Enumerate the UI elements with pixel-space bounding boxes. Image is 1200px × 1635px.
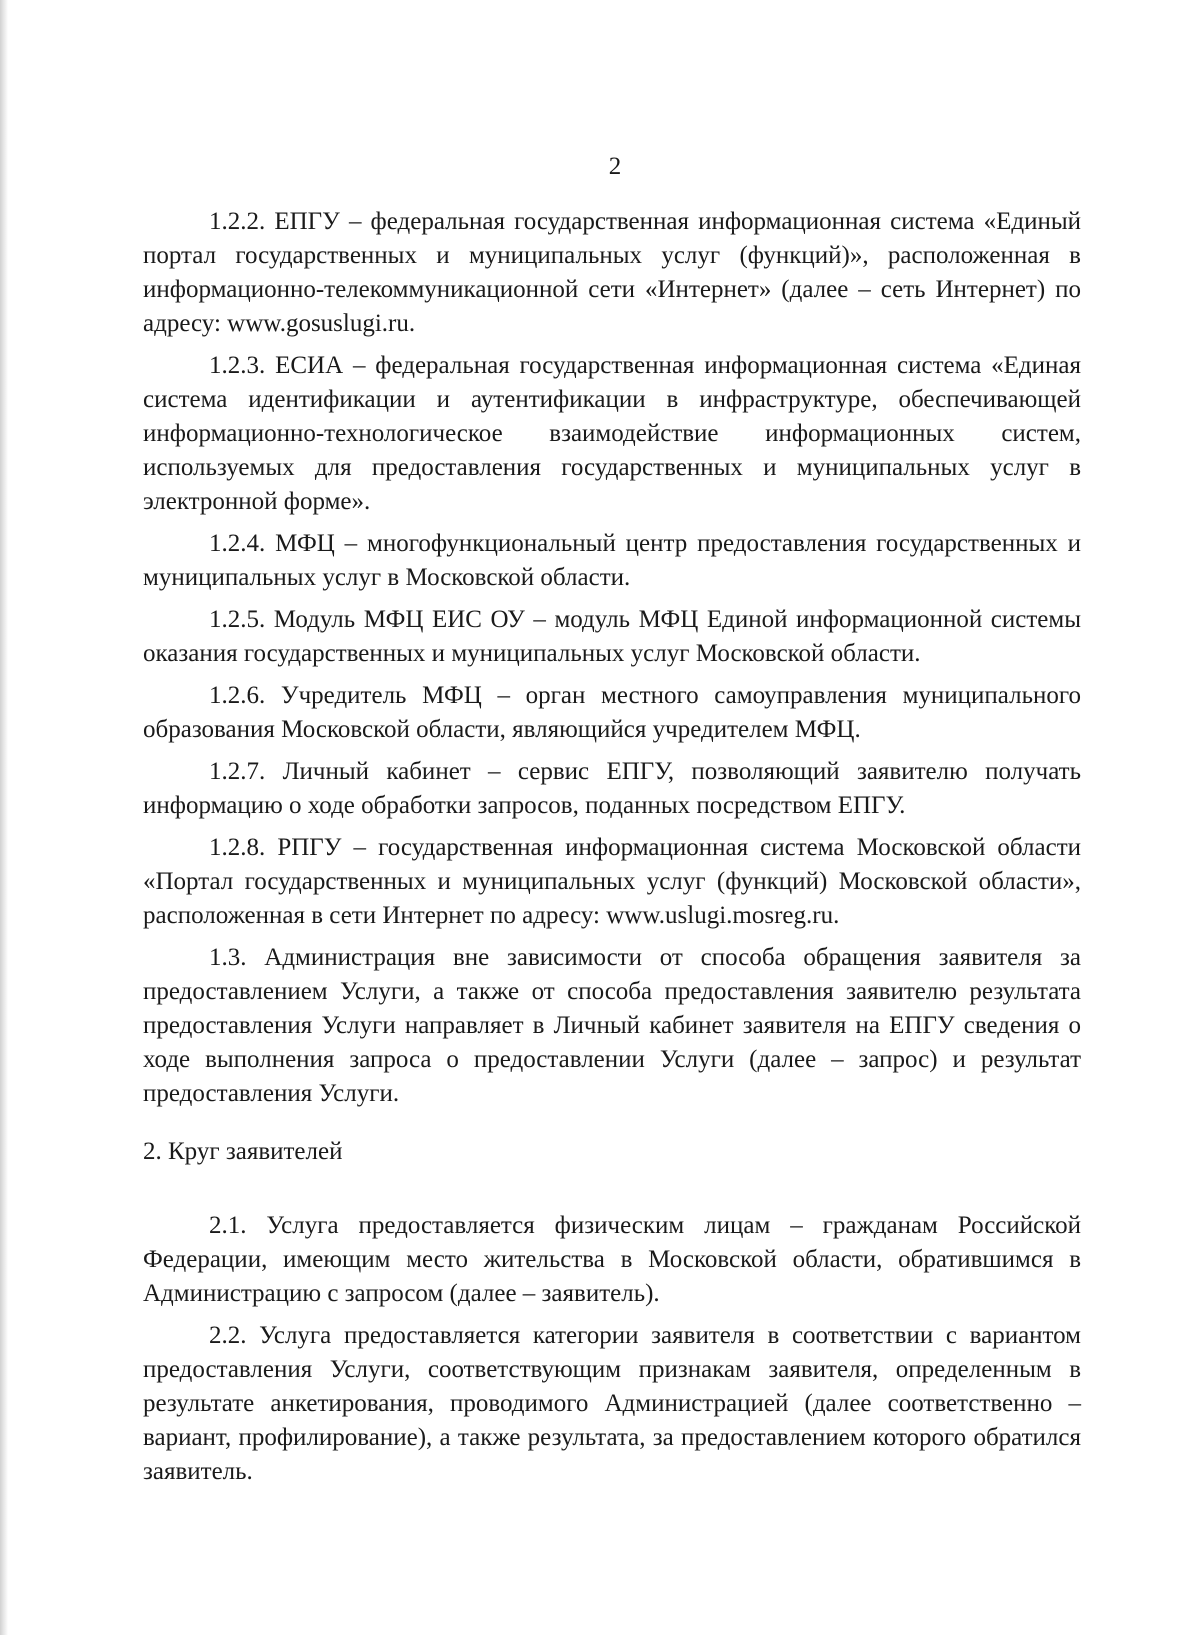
page-number: 2: [608, 153, 622, 180]
scan-edge-shadow: [0, 0, 8, 1635]
paragraph-1-3: 1.3. Администрация вне зависимости от способа обращения заявителя за предоставлением Услуги, а также от способа предоставления заявителю результата предоставления Услуги направляет в Личный кабинет заявителя на ЕПГУ сведения о ходе выполнения запроса о предоставлении Услуги (далее – запрос) и результат предоставления Услуги.: [143, 944, 1081, 1107]
paragraph-1-2-5: 1.2.5. Модуль МФЦ ЕИС ОУ – модуль МФЦ Единой информационной системы оказания государственных и муниципальных услуг Московской области.: [143, 606, 1081, 667]
paragraph-1-2-3: 1.2.3. ЕСИА – федеральная государственная информационная система «Единая система идентификации и аутентификации в инфраструктуре, обеспечивающей информационно-технологическое взаимодействие информационных систем, используемых для предоставления государственных и муниципальных услуг в электронной форме».: [143, 352, 1081, 515]
section-heading: 2. Круг заявителей: [143, 1138, 343, 1165]
paragraph-1-2-4: 1.2.4. МФЦ – многофункциональный центр предоставления государственных и муниципальных услуг в Московской области.: [143, 530, 1081, 591]
paragraph-1-2-6: 1.2.6. Учредитель МФЦ – орган местного самоуправления муниципального образования Московской области, являющийся учредителем МФЦ.: [143, 682, 1081, 743]
document-body: [143, 205, 1081, 1497]
paragraph-2-1: 2.1. Услуга предоставляется физическим лицам – гражданам Российской Федерации, имеющим место жительства в Московской области, обратившимся в Администрацию с запросом (далее – заявитель).: [143, 1212, 1081, 1307]
paragraph-1-2-8: 1.2.8. РПГУ – государственная информационная система Московской области «Портал государственных и муниципальных услуг (функций) Московской области», расположенная в сети Интернет по адресу: www.uslugi.mosreg.ru.: [143, 834, 1081, 929]
paragraph-1-2-2: 1.2.2. ЕПГУ – федеральная государственная информационная система «Единый портал государственных и муниципальных услуг (функций)», расположенная в информационно-телекоммуникационной сети «Интернет» (далее – сеть Интернет) по адресу: www.gosuslugi.ru.: [143, 208, 1081, 337]
paragraph-2-2: 2.2. Услуга предоставляется категории заявителя в соответствии с вариантом предоставления Услуги, соответствующим признакам заявителя, определенным в результате анкетирования, проводимого Администрацией (далее соответственно – вариант, профилирование), а также результата, за предоставлением которого обратился заявитель.: [143, 1322, 1081, 1485]
paragraph-1-2-7: 1.2.7. Личный кабинет – сервис ЕПГУ, позволяющий заявителю получать информацию о ходе обработки запросов, поданных посредством ЕПГУ.: [143, 758, 1081, 819]
